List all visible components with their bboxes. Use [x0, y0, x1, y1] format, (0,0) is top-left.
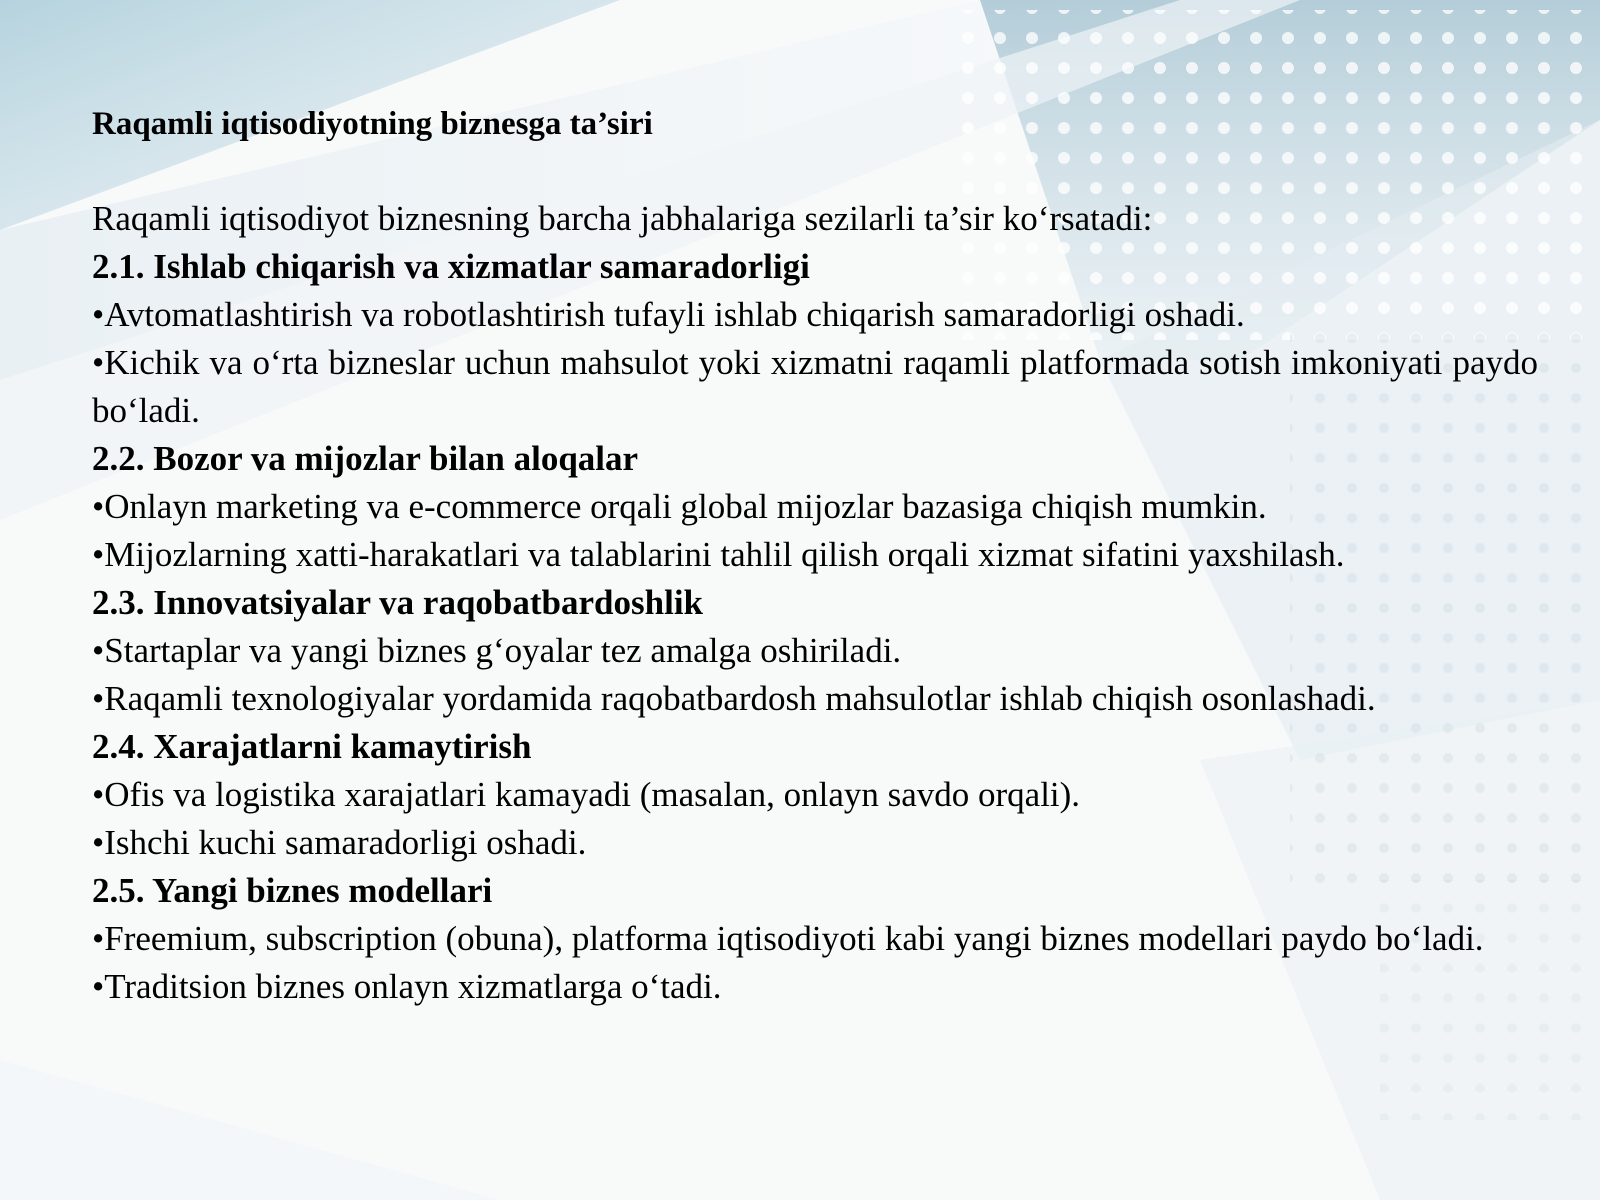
bullet-item: •Startaplar va yangi biznes g‘oyalar tez amalga oshiriladi. — [92, 631, 902, 670]
bullet-item: •Ofis va logistika xarajatlari kamayadi (masalan, onlayn savdo orqali). — [92, 775, 1081, 814]
section-heading-2-4: 2.4. Xarajatlarni kamaytirish — [92, 727, 532, 766]
section-heading-2-3: 2.3. Innovatsiyalar va raqobatbardoshlik — [92, 583, 704, 622]
bullet-item: •Ishchi kuchi samaradorligi oshadi. — [92, 823, 587, 862]
bullet-item: •Avtomatlashtirish va robotlashtirish tufayli ishlab chiqarish samaradorligi oshadi. — [92, 295, 1245, 334]
bullet-item: •Raqamli texnologiyalar yordamida raqobatbardosh mahsulotlar ishlab chiqish osonlashadi. — [92, 679, 1376, 718]
intro-text: Raqamli iqtisodiyot biznesning barcha jabhalariga sezilarli ta’sir ko‘rsatadi: — [92, 199, 1153, 238]
slide-content — [92, 100, 1538, 1011]
section-heading-2-2: 2.2. Bozor va mijozlar bilan aloqalar — [92, 439, 639, 478]
section-heading-2-1: 2.1. Ishlab chiqarish va xizmatlar samaradorligi — [92, 247, 810, 286]
bullet-item: •Freemium, subscription (obuna), platforma iqtisodiyoti kabi yangi biznes modellari paydo bo‘ladi. — [92, 919, 1484, 958]
bullet-item: •Onlayn marketing va e-commerce orqali global mijozlar bazasiga chiqish mumkin. — [92, 487, 1267, 526]
bullet-item: •Traditsion biznes onlayn xizmatlarga o‘tadi. — [92, 967, 722, 1006]
section-heading-2-5: 2.5. Yangi biznes modellari — [92, 871, 493, 910]
slide-title: Raqamli iqtisodiyotning biznesga ta’siri — [92, 106, 653, 142]
bullet-item: •Mijozlarning xatti-harakatlari va talablarini tahlil qilish orqali xizmat sifatini yaxshilash. — [92, 535, 1345, 574]
bullet-item: •Kichik va o‘rta bizneslar uchun mahsulot yoki xizmatni raqamli platformada sotish imkoniyati paydo bo‘ladi. — [92, 343, 1538, 430]
